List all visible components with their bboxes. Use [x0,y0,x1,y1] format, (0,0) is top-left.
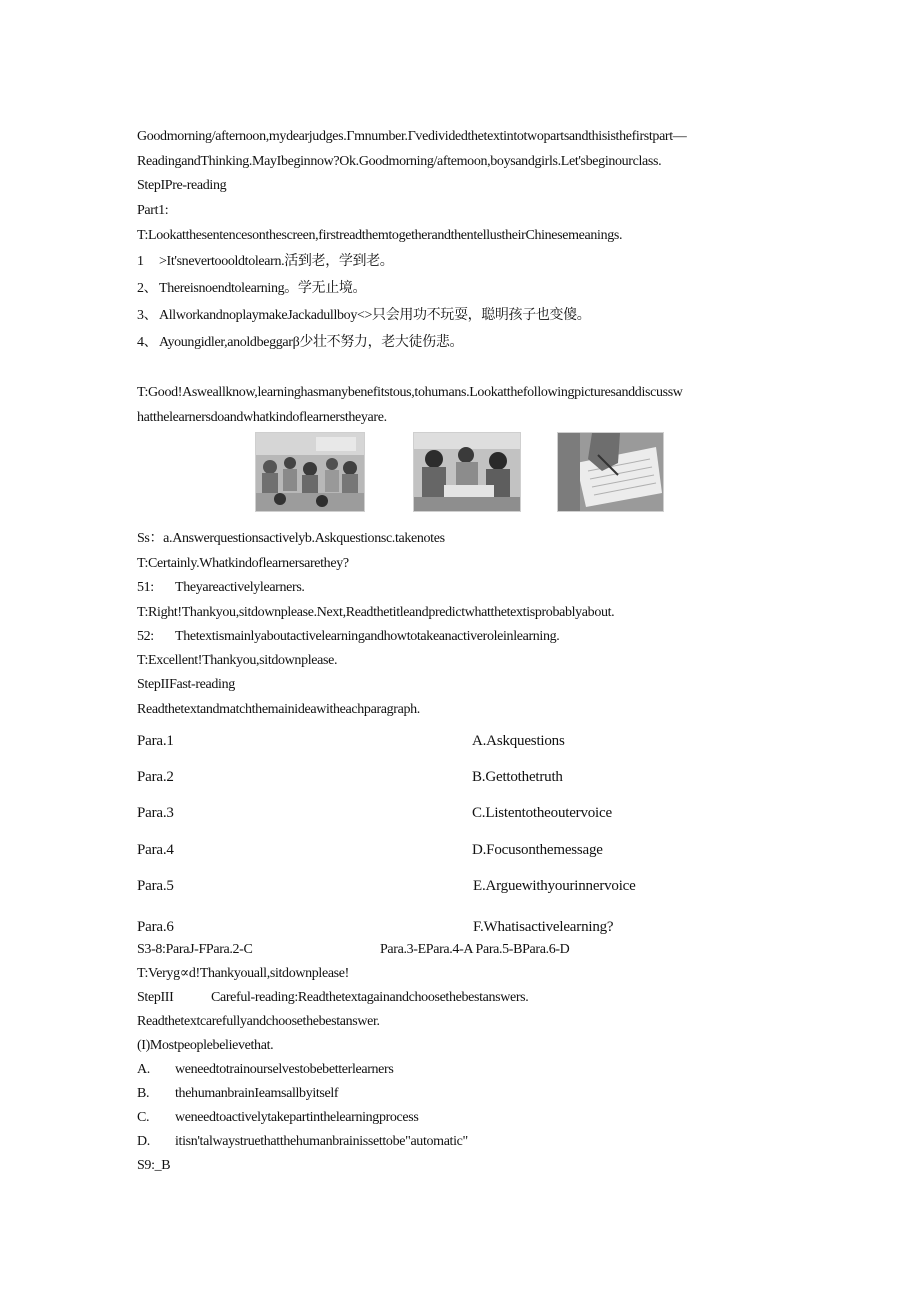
option-a: A.Askquestions [472,733,565,749]
proverb-number: 1 [137,254,144,269]
choice-letter: D. [137,1134,150,1149]
para-label-5: Para.5 [137,878,174,894]
para-label-4: Para.4 [137,842,174,858]
teacher-very-good: T:Veryg∝d!Thankyouall,sitdownplease! [137,966,349,981]
choice-text: weneedtotrainourselvestobebetterlearners [175,1062,394,1077]
proverb-number: 3、 [137,308,158,323]
choice-c [137,1109,418,1127]
proverb-4 [137,334,463,352]
option-e: E.Arguewithyourinnervoice [473,878,636,894]
student-2-answer [137,628,559,646]
intro-line-1: Goodmorning/afternoon,mydearjudges.Γmnumber.Γvedividedthetextintotwopartsandthisisthefirstpart— [137,129,687,144]
group-work-photo [413,432,521,512]
para-label-2: Para.2 [137,769,174,785]
proverb-1 [137,253,393,271]
choice-b [137,1085,338,1103]
choice-text: thehumanbrainIeamsallbyitself [175,1086,339,1101]
step2-heading: StepIIFast-reading [137,677,235,692]
step1-heading: StepIPre-reading [137,178,227,193]
proverb-text: Allworkandnoplaymake​Jackadullboy<>只会用功不玩耍，聪明孩子也变傻。 [159,308,591,323]
classroom-photo [255,432,365,512]
proverb-text: Thereisnoendto​learning。学无止境。 [159,281,367,296]
choice-letter: B. [137,1086,150,1101]
para-label-3: Para.3 [137,805,174,821]
step2-instruction: Readthetextandmatchthemainideawitheachparagraph. [137,702,420,717]
step3-title: Careful-reading:Readthetextagainandchoosethebestanswers. [211,990,529,1005]
option-f: F.Whatisactivelearning? [473,919,614,935]
students-answer: Ss：a.Answerquestionsactivelyb.Askquestionsc.takenotes [137,531,445,546]
step1-instruction: T:Lookatthesentencesonthescreen,firstreadthemtogetherandthentellustheirChinesemeanings. [137,228,623,243]
option-b: B.Gettothetruth [472,769,563,785]
proverb-number: 4、 [137,335,158,350]
student-1-answer [137,579,305,597]
teacher-certainly: T:Certainly.Whatkindoflearnersarethey? [137,556,349,571]
teacher-right: T:Right!Thankyou,sitdownplease.Next,Readthetitleandpredictwhatthetextisprobablyabout. [137,605,615,620]
part1-label: Part1: [137,203,169,218]
step3-heading [137,989,528,1007]
para-label-6: Para.6 [137,919,174,935]
question-1: (I)Mostpeoplebelievethat. [137,1038,274,1053]
choice-text: weneedtoactivelytakepartinthelearningprocess [175,1110,419,1125]
answer-s9: S9:_B [137,1158,171,1173]
para-label-1: Para.1 [137,733,174,749]
proverb-3 [137,307,590,325]
student-2-text: Thetextismainlyaboutactivelearningandhowtotakeanactiveroleinlearning. [175,629,560,644]
proverb-number: 2、 [137,281,158,296]
step3-instruction: Readthetextcarefullyandchoosethebestanswer. [137,1014,380,1029]
note-taking-photo [557,432,664,512]
choice-letter: A. [137,1062,150,1077]
step3-label: StepIII [137,990,174,1005]
option-d: D.Focusonthemessage [472,842,603,858]
teacher-excellent: T:Excellent!Thankyou,sitdownplease. [137,653,338,668]
choice-a [137,1061,393,1079]
student-1-text: Theyareactivelylearners. [175,580,305,595]
choice-text: itisn'talwaystruethatthehumanbrainissettobe"automatic" [175,1134,468,1149]
matching-answer-part-1: S3-8:ParaJ-FPara.2-C [137,942,253,957]
intro-line-2: ReadingandThinking.MayIbeginnow?Ok.Goodmorning/aftemoon,boysandgirls.Let'sbeginourclass. [137,154,662,169]
choice-letter: C. [137,1110,150,1125]
choice-d [137,1133,468,1151]
proverb-2 [137,280,366,298]
student-1-label: 51: [137,580,154,595]
teacher-good-line-2: hatthelearnersdoandwhatkindoflearnerstheyare. [137,410,387,425]
teacher-good-line-1: T:Good!Asweallknow,learninghasmanybenefitstous,tohumans.Lookatthefollowingpicturesanddiscussw [137,385,683,400]
student-2-label: 52: [137,629,154,644]
proverb-text: >It'sneverto​ooldtolearn.活到老，学到老。 [159,254,394,269]
proverb-text: Ayoungidler,anoldbeggarβ少壮不努力，老大徒伤悲。 [159,335,464,350]
matching-answer-part-2: Para.3-EPara.4-A Para.5-BPara.6-D [380,942,570,957]
option-c: C.Listentotheoutervoice [472,805,612,821]
